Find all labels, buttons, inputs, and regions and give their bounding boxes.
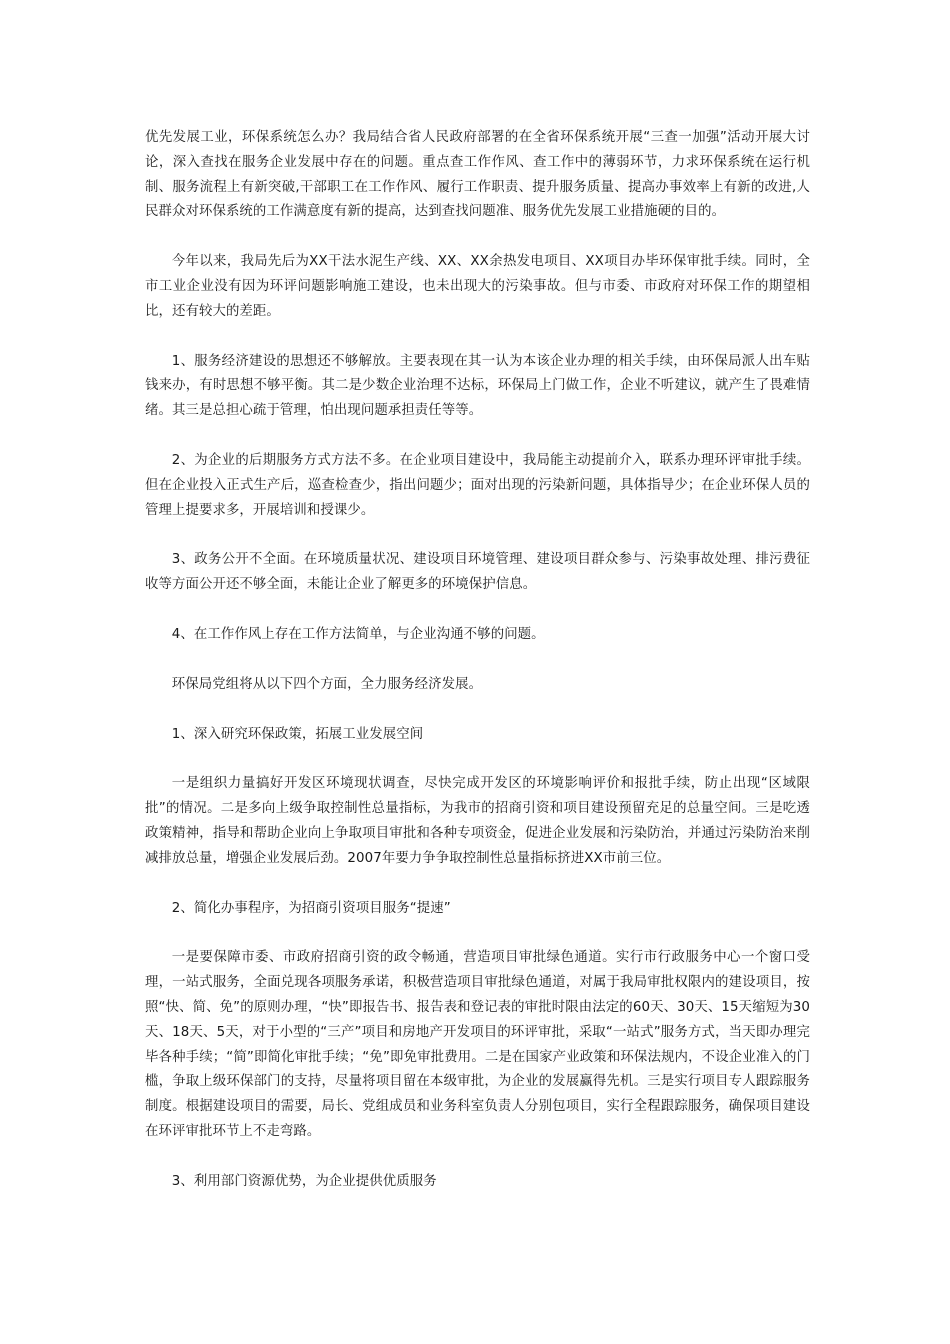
- paragraph-problem-3: 3、政务公开不全面。在环境质量状况、建设项目环境管理、建设项目群众参与、污染事故处理、排污费征收等方面公开还不够全面，未能让企业了解更多的环境保护信息。: [145, 552, 810, 593]
- paragraph-intro: 优先发展工业，环保系统怎么办？我局结合省人民政府部署的在全省环保系统开展“三查一加强”活动开展大讨论，深入查找在服务企业发展中存在的问题。重点查工作作风、查工作中的薄弱环节，力求环保系统在运行机制、服务流程上有新突破,干部职工在工作作风、履行工作职责、提升服务质量、提高办事效率上有新的改进,人民群众对环保系统的工作满意度有新的提高，达到查找问题准、服务优先发展工业措施硬的目的。: [145, 130, 810, 220]
- paragraph-measure-2: 一是要保障市委、市政府招商引资的政令畅通，营造项目审批绿色通道。实行市行政服务中心一个窗口受理，一站式服务，全面兑现各项服务承诺，积极营造项目审批绿色通道，对属于我局审批权限内的建设项目，按照“快、简、免”的原则办理，“快”即报告书、报告表和登记表的审批时限由法定的60天、30天、15天缩短为30天、18天、5天，对于小型的“三产”项目和房地产开发项目的环评审批，采取“一站式”服务方式，当天即办理完毕各种手续；“简”即简化审批手续；“免”即免审批费用。二是在国家产业政策和环保法规内，不设企业准入的门槛，争取上级环保部门的支持，尽量将项目留在本级审批，为企业的发展赢得先机。三是实行项目专人跟踪服务制度。根据建设项目的需要，局长、党组成员和业务科室负责人分别包项目，实行全程跟踪服务，确保项目建设在环评审批环节上不走弯路。: [145, 950, 810, 1139]
- paragraph-plan-intro: 环保局党组将从以下四个方面，全力服务经济发展。: [171, 676, 483, 692]
- paragraph-progress: 今年以来，我局先后为XX干法水泥生产线、XX、XX余热发电项目、XX项目办毕环保审批手续。同时，全市工业企业没有因为环评问题影响施工建设，也未出现大的污染事故。但与市委、市政府对环保工作的期望相比，还有较大的差距。: [145, 254, 810, 319]
- paragraph-problem-4: 4、在工作作风上存在工作方法简单，与企业沟通不够的问题。: [171, 626, 545, 642]
- heading-measure-2: 2、简化办事程序，为招商引资项目服务“提速”: [171, 900, 451, 916]
- paragraph-measure-1: 一是组织力量搞好开发区环境现状调查，尽快完成开发区的环境影响评价和报批手续，防止出现“区域限批”的情况。二是多向上级争取控制性总量指标，为我市的招商引资和项目建设预留充足的总量空间。三是吃透政策精神，指导和帮助企业向上争取项目审批和各种专项资金，促进企业发展和污染防治，并通过污染防治来削减排放总量，增强企业发展后劲。2007年要力争争取控制性总量指标挤进XX市前三位。: [145, 776, 810, 866]
- heading-measure-1: 1、深入研究环保政策，拓展工业发展空间: [171, 726, 424, 742]
- paragraph-problem-1: 1、服务经济建设的思想还不够解放。主要表现在其一认为本该企业办理的相关手续，由环保局派人出车贴钱来办，有时思想不够平衡。其二是少数企业治理不达标，环保局上门做工作，企业不听建议，就产生了畏难情绪。其三是总担心疏于管理，怕出现问题承担责任等等。: [145, 353, 810, 419]
- heading-measure-3: 3、利用部门资源优势，为企业提供优质服务: [171, 1173, 437, 1189]
- document-body: [145, 126, 810, 1220]
- paragraph-problem-2: 2、为企业的后期服务方式方法不多。在企业项目建设中，我局能主动提前介入，联系办理环评审批手续。但在企业投入正式生产后，巡查检查少，指出问题少；面对出现的污染新问题，具体指导少；在企业环保人员的管理上提要求多，开展培训和授课少。: [145, 452, 810, 518]
